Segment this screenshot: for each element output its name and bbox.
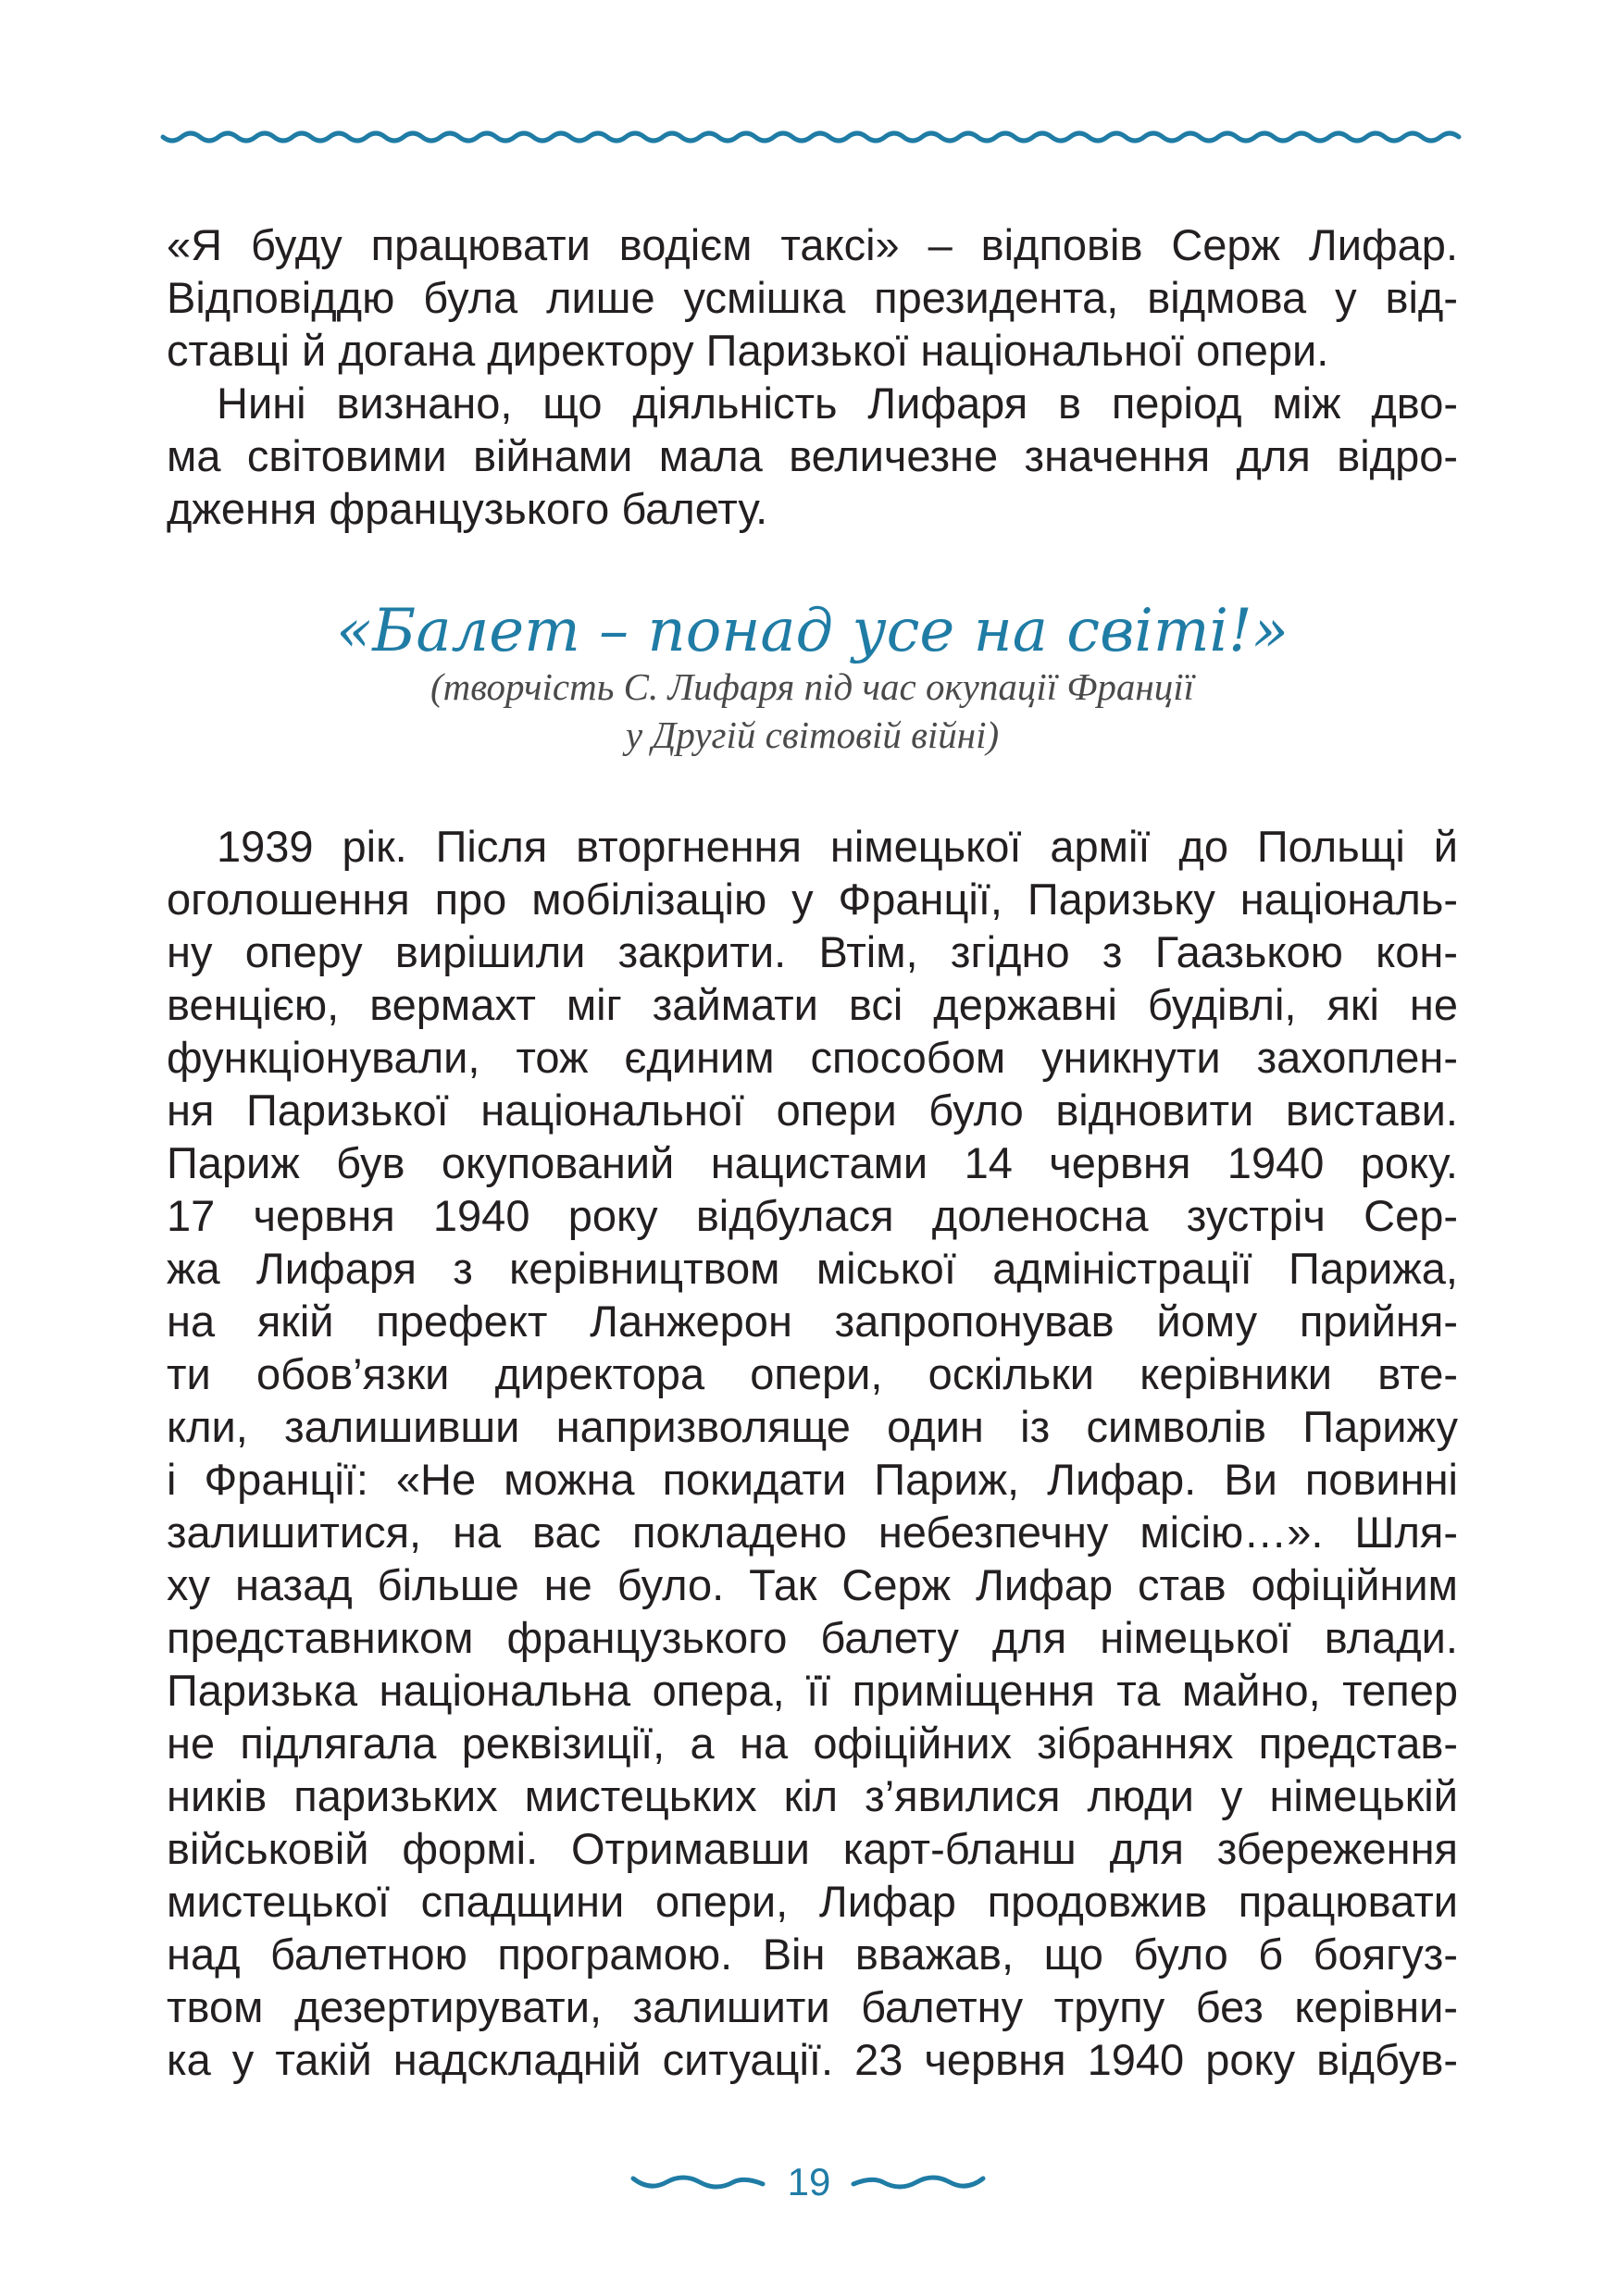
body-line: не підлягала реквізиції, а на офіційних зібраннях представ- — [167, 1719, 1458, 1768]
body-line: ну оперу вирішили закрити. Втім, згідно з Гаазькою кон- — [167, 927, 1458, 976]
page-number: 19 — [787, 2160, 831, 2203]
footer-wave-left-ornament — [629, 2169, 768, 2197]
body-line: функціонували, тож єдиним способом уникнути захоплен- — [167, 1033, 1458, 1082]
body-line: представником французького балету для німецької влади. — [167, 1613, 1458, 1662]
page-footer — [0, 2156, 1619, 2212]
top-wave-ornament — [159, 120, 1463, 154]
body-line: ня Паризької національної опери було відновити вистави. — [167, 1086, 1458, 1135]
body-line: 17 червня 1940 року відбулася доленосна зустріч Сер- — [167, 1191, 1458, 1240]
section-subtitle — [167, 663, 1458, 759]
intro-line: ставці й догана директору Паризької національної опери. — [167, 326, 1329, 375]
body-line: Паризька національна опера, її приміщення та майно, тепер — [167, 1666, 1458, 1715]
body-line: ників паризьких мистецьких кіл з’явилися люди у німецькій — [167, 1771, 1458, 1820]
body-line: ху назад більше не було. Так Серж Лифар став офіційним — [167, 1560, 1458, 1609]
body-paragraph — [167, 820, 1458, 2086]
body-line: військовій формі. Отримавши карт-бланш для збереження — [167, 1824, 1458, 1873]
body-line: залишитися, на вас покладено небезпечну місію…». Шля- — [167, 1508, 1458, 1557]
body-line: на якій префект Ланжерон запропонував йому прийня- — [167, 1297, 1458, 1346]
body-line: оголошення про мобілізацію у Франції, Паризьку національ- — [167, 875, 1458, 924]
body-line: Париж був окупований нацистами 14 червня 1940 року. — [167, 1138, 1458, 1187]
intro-line: ма світовими війнами мала величезне значення для відро- — [167, 431, 1458, 480]
intro-line: Нині визнано, що діяльність Лифаря в період між дво- — [217, 379, 1458, 428]
body-line: твом дезертирувати, залишити балетну трупу без керівни- — [167, 1982, 1458, 2031]
body-line: ка у такій надскладній ситуації. 23 червня 1940 року відбув- — [167, 2035, 1458, 2084]
body-line: кли, залишивши напризволяще один із символів Парижу — [167, 1402, 1458, 1451]
section-title: «Балет – понад усе на світі!» — [336, 597, 1289, 665]
body-line: венцією, вермахт міг займати всі державні будівлі, які не — [167, 980, 1458, 1029]
body-line: мистецької спадщини опери, Лифар продовжив працювати — [167, 1877, 1458, 1926]
footer-wave-right-ornament — [848, 2169, 987, 2197]
intro-paragraphs — [167, 218, 1458, 535]
intro-line: дження французького балету. — [167, 484, 768, 533]
body-line: над балетною програмою. Він вважав, що було б боягуз- — [167, 1930, 1458, 1979]
intro-line: «Я буду працювати водієм таксі» – відповів Серж Лифар. — [167, 220, 1458, 269]
body-line: ти обов’язки директора опери, оскільки керівники вте- — [167, 1349, 1458, 1398]
section-subtitle-line: (творчість С. Лифаря під час окупації Франції — [430, 665, 1195, 708]
body-line: і Франції: «Не можна покидати Париж, Лифар. Ви повинні — [167, 1455, 1458, 1504]
body-line: жа Лифаря з керівництвом міської адміністрації Парижа, — [167, 1244, 1458, 1293]
body-line: 1939 рік. Після вторгнення німецької армії до Польщі й — [217, 822, 1458, 871]
intro-line: Відповіддю була лише усмішка президента, відмова у від- — [167, 273, 1458, 322]
section-subtitle-line: у Другій світовій війні) — [625, 714, 1000, 756]
